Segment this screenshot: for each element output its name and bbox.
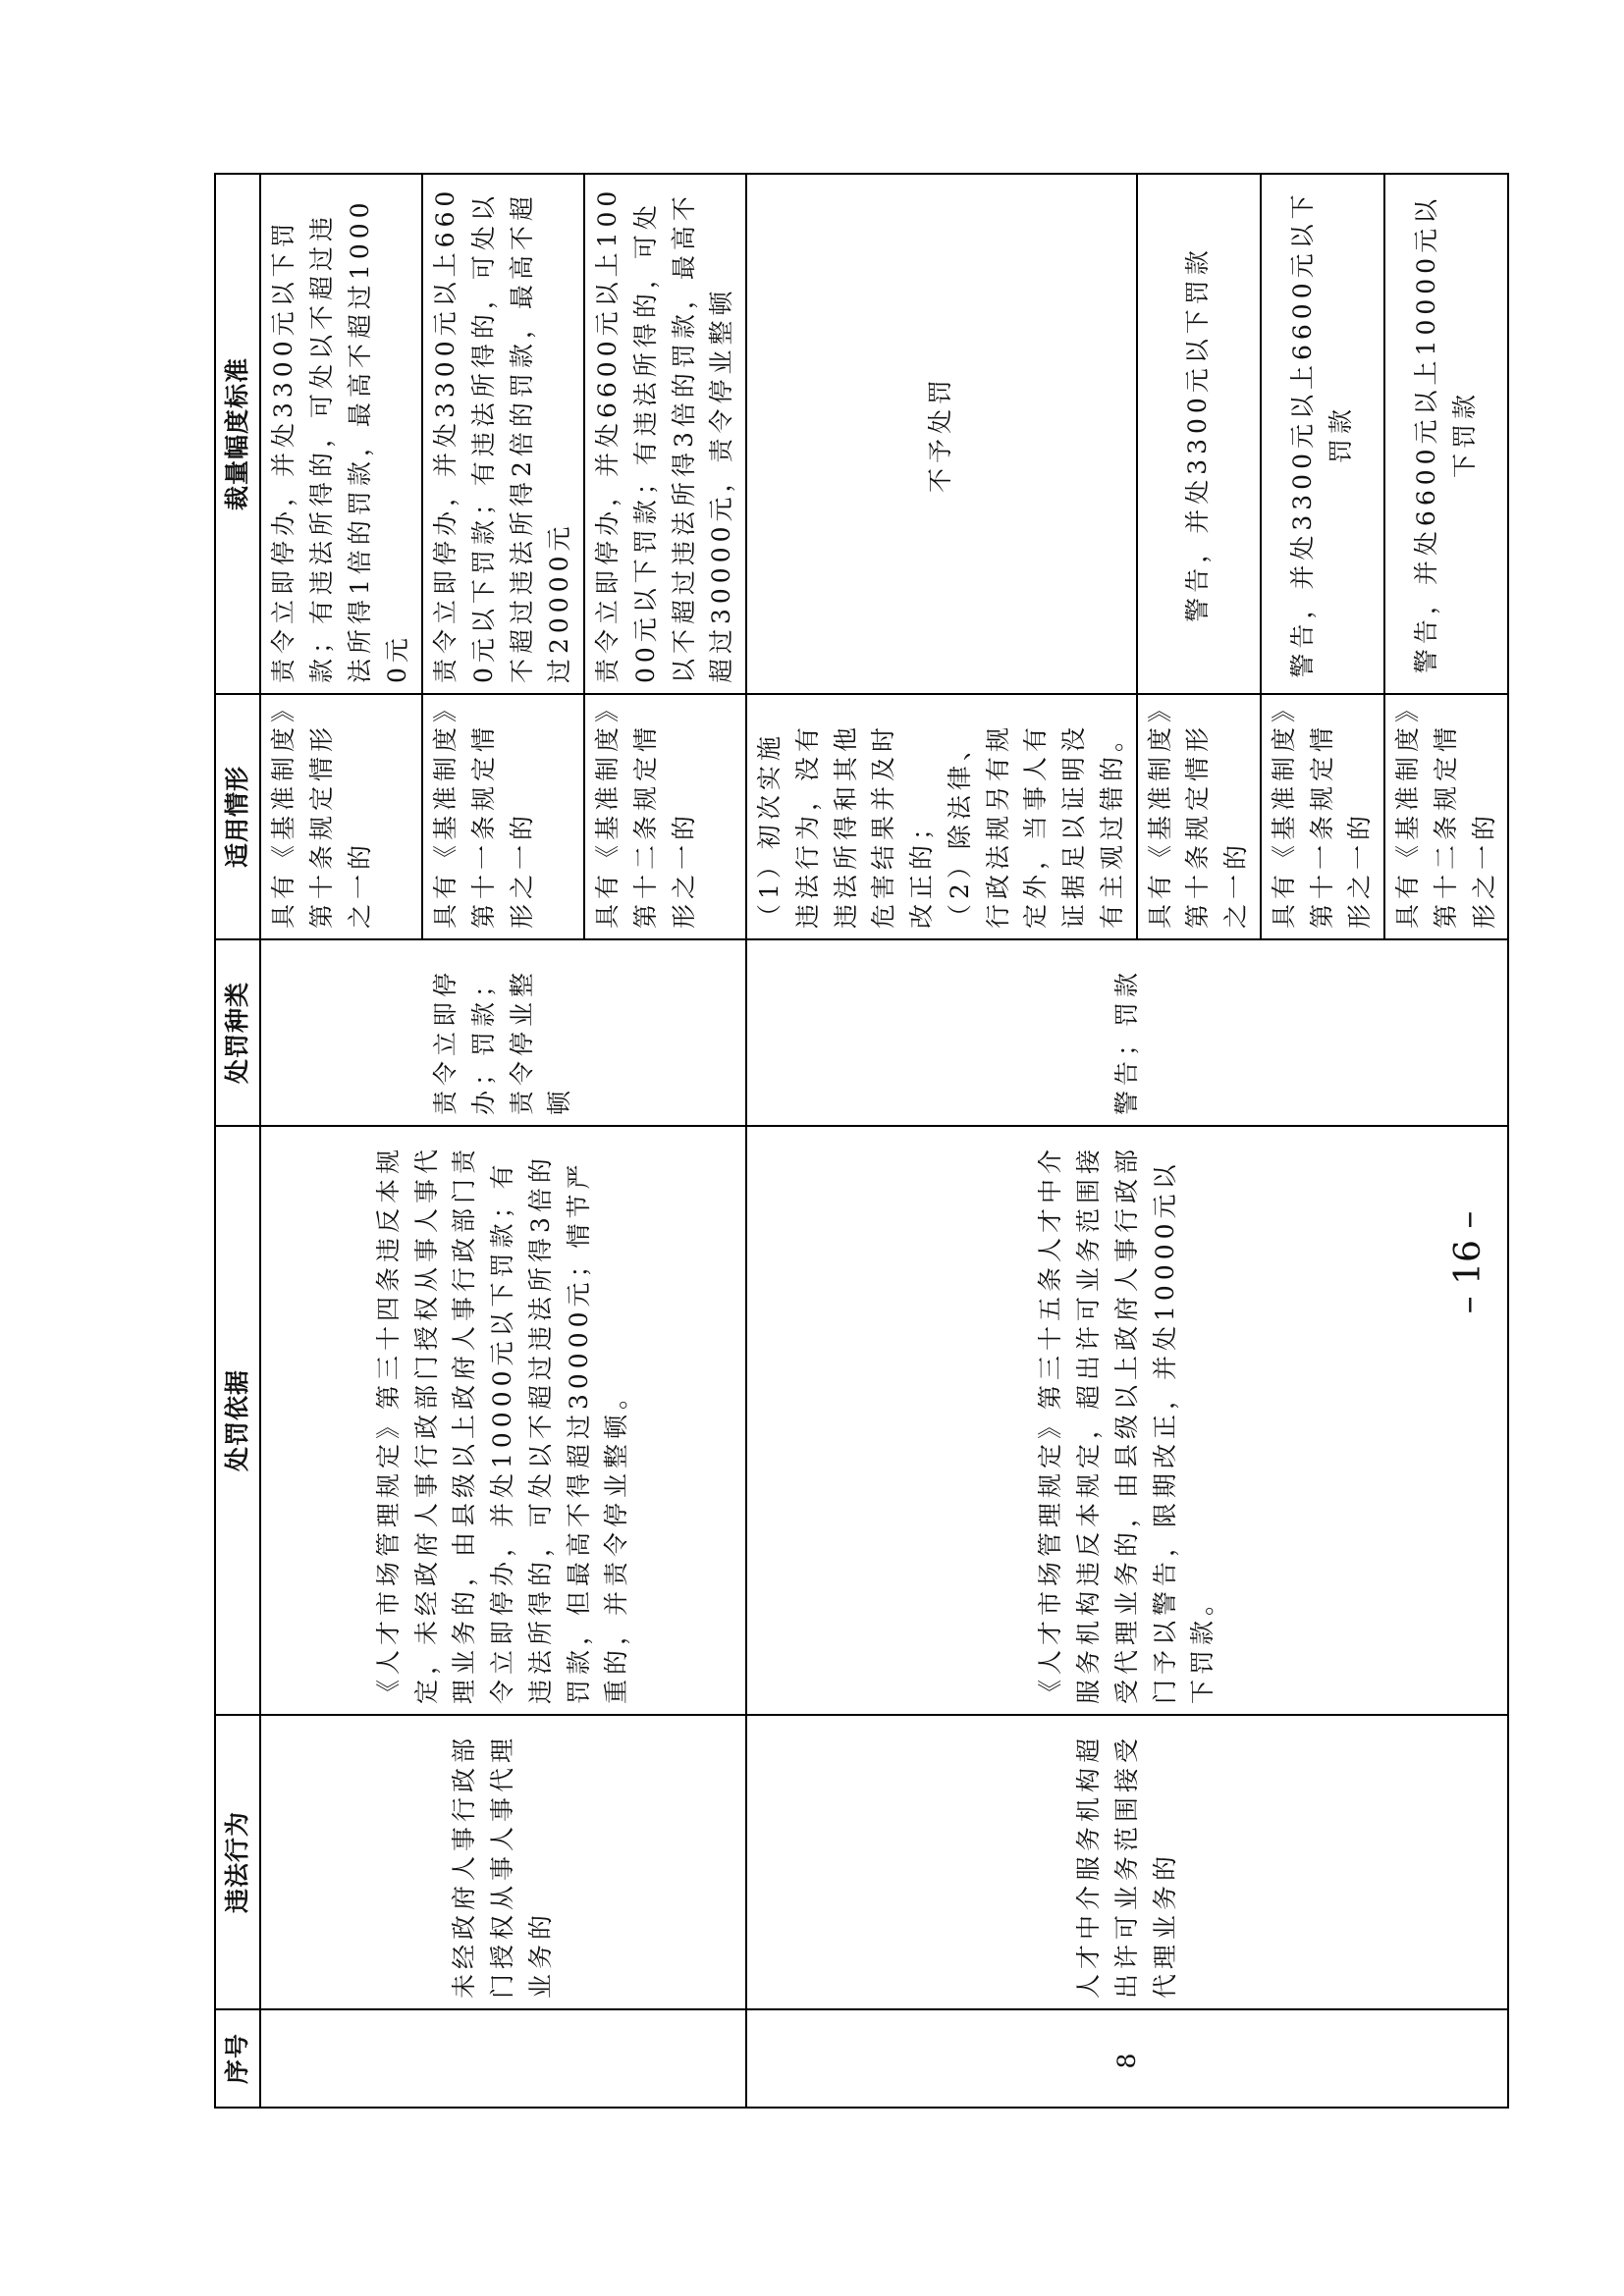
table-row [260,174,422,2108]
page-number: – 16 – [1447,1210,1489,1314]
standard-cell: 警告，并处6600元以上10000元以下罚款 [1384,174,1508,694]
standard-cell: 责令立即停办，并处3300元以上6600元以下罚款；有违法所得的，可处以不超过违法所得2倍的罚款，最高不超过20000元 [422,174,584,694]
condition-cell: 具有《基准制度》第十一条规定情形之一的 [1261,694,1384,939]
condition-cell [746,694,1137,939]
standard-cell: 警告，并处3300元以下罚款 [1137,174,1261,694]
condition-line: （2）除法律、行政法规另有规定外，当事人有证据足以证明没有主观过错的。 [945,721,1126,929]
condition-cell: 具有《基准制度》第十条规定情形之一的 [260,694,422,939]
header-cond: 适用情形 [215,694,260,939]
penalty-kind-cell: 责令立即停办；罚款；责令停业整顿 [260,939,746,1126]
seq-cell: 8 [746,2009,1508,2108]
header-std: 裁量幅度标准 [215,174,260,694]
violation-act-cell: 未经政府人事行政部门授权从事人事代理业务的 [260,1715,746,2009]
header-act: 违法行为 [215,1715,260,2009]
condition-cell: 具有《基准制度》第十二条规定情形之一的 [584,694,746,939]
penalty-basis-cell: 《人才市场管理规定》第三十五条人才中介服务机构违反本规定，超出许可业务范围接受代理业务的，由县级以上政府人事行政部门予以警告，限期改正，并处10000元以下罚款。 [746,1126,1508,1715]
header-kind: 处罚种类 [215,939,260,1126]
condition-cell: 具有《基准制度》第十一条规定情形之一的 [422,694,584,939]
condition-cell: 具有《基准制度》第十条规定情形之一的 [1137,694,1261,939]
penalty-basis-cell: 《人才市场管理规定》第三十四条违反本规定，未经政府人事行政部门授权从事人事代理业务的，由县级以上政府人事行政部门责令立即停办，并处10000元以下罚款；有违法所得的，可处以不超过违法所得3倍的罚款，但最高不得超过30000元；情节严重的，并责令停业整顿。 [260,1126,746,1715]
standard-cell: 责令立即停办，并处6600元以上10000元以下罚款；有违法所得的，可处以不超过违法所得3倍的罚款，最高不超过30000元，责令停业整顿 [584,174,746,694]
penalty-kind-cell: 警告；罚款 [746,939,1508,1126]
condition-line: （1）初次实施违法行为，没有违法所得和其他危害结果并及时改正的； [755,721,936,929]
condition-cell: 具有《基准制度》第十二条规定情形之一的 [1384,694,1508,939]
header-row [215,174,260,2108]
standard-cell: 警告，并处3300元以上6600元以下罚款 [1261,174,1384,694]
violation-act-cell: 人才中介服务机构超出许可业务范围接受代理业务的 [746,1715,1508,2009]
header-basis: 处罚依据 [215,1126,260,1715]
header-seq: 序号 [215,2009,260,2108]
seq-cell [260,2009,746,2108]
penalty-standard-table [214,173,1509,2109]
table-row [746,174,1137,2108]
standard-cell: 责令立即停办，并处3300元以下罚款；有违法所得的，可处以不超过违法所得1倍的罚款，最高不超过10000元 [260,174,422,694]
standard-cell: 不予处罚 [746,174,1137,694]
